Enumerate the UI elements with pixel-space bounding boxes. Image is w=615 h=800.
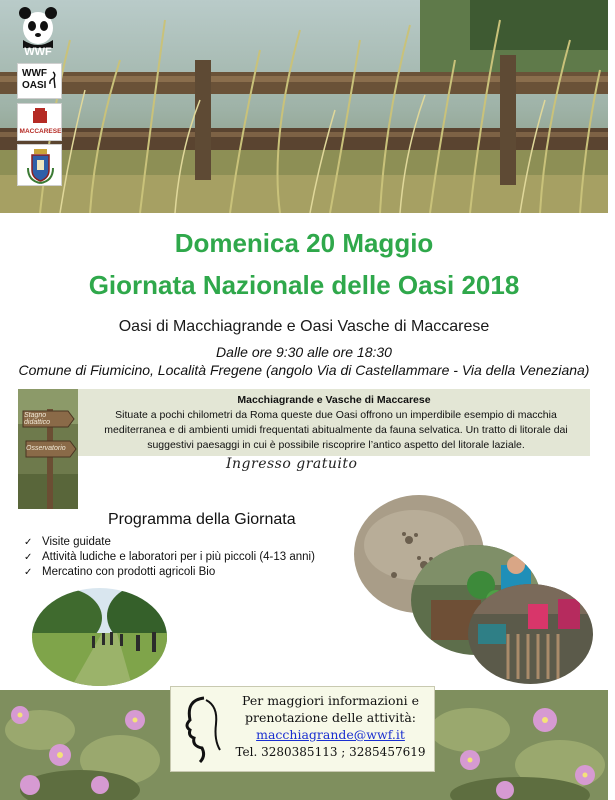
sign-osservatorio: Osservatorio bbox=[26, 445, 66, 452]
hikers-photo bbox=[32, 588, 167, 686]
panda-icon bbox=[14, 4, 62, 48]
program-item-label: Mercatino con prodotti agricoli Bio bbox=[42, 566, 216, 578]
program-item-label: Attività ludiche e laboratori per i più piccoli (4-13 anni) bbox=[42, 551, 315, 563]
contact-phone: Tel. 3280385113 ; 3285457619 bbox=[235, 745, 426, 759]
contact-line-2: prenotazione delle attività: bbox=[245, 710, 416, 725]
top-landscape-photo bbox=[0, 0, 608, 213]
maccarese-logo-text: MACCARESE bbox=[19, 128, 62, 135]
free-entry-label: Ingresso gratuito bbox=[226, 456, 358, 472]
event-subtitle: Oasi di Macchiagrande e Oasi Vasche di Maccarese bbox=[118, 318, 490, 335]
face-profile-logo bbox=[176, 690, 226, 768]
checkmark-icon: ✓ bbox=[24, 537, 33, 548]
wwf-logo-text: WWF bbox=[24, 46, 52, 58]
contact-text bbox=[228, 692, 433, 726]
wwf-oasi-logo-line1: WWF bbox=[22, 68, 47, 79]
maccarese-crest-icon bbox=[32, 107, 48, 125]
workshop-photo bbox=[468, 584, 593, 684]
info-heading: Macchiagrande e Vasche di Maccarese bbox=[237, 394, 431, 406]
signpost-photo bbox=[18, 389, 78, 509]
wwf-panda-logo bbox=[14, 4, 62, 60]
fiumicino-coat-of-arms-logo bbox=[17, 144, 62, 186]
heron-icon bbox=[46, 70, 60, 92]
list-item bbox=[24, 550, 315, 565]
program-item-label: Visite guidate bbox=[42, 536, 111, 548]
contact-line-1: Per maggiori informazioni e bbox=[242, 693, 419, 708]
contact-email-link[interactable]: macchiagrande@wwf.it bbox=[256, 727, 405, 742]
list-item bbox=[24, 535, 315, 550]
program-list bbox=[24, 535, 315, 580]
checkmark-icon: ✓ bbox=[24, 552, 33, 563]
program-title: Programma della Giornata bbox=[108, 511, 296, 528]
wwf-oasi-logo bbox=[17, 63, 62, 99]
event-hours: Dalle ore 9:30 alle ore 18:30 bbox=[216, 344, 392, 360]
sign-stagno-didattico: Stagno didattico bbox=[24, 412, 51, 426]
coat-of-arms-icon bbox=[26, 148, 55, 184]
event-date-title: Domenica 20 Maggio bbox=[174, 228, 434, 258]
event-location: Comune di Fiumicino, Località Fregene (angolo Via di Castellammare - Via della Veneziana) bbox=[18, 362, 590, 378]
list-item bbox=[24, 565, 315, 580]
maccarese-logo bbox=[17, 103, 62, 141]
wwf-oasi-logo-line2: OASI bbox=[22, 80, 47, 91]
face-profile-icon bbox=[176, 690, 226, 768]
checkmark-icon: ✓ bbox=[24, 567, 33, 578]
event-title: Giornata Nazionale delle Oasi 2018 bbox=[88, 270, 520, 300]
info-description: Situate a pochi chilometri da Roma queste due Oasi offrono un imperdibile esempio di macchia mediterranea e di ambienti umidi frequentati abitualmente da fauna selvatica. Un tratto di litorale dai suggestivi paesaggi in cui è possibile riscoprire l’antico aspetto del litorale laziale. bbox=[104, 409, 568, 451]
